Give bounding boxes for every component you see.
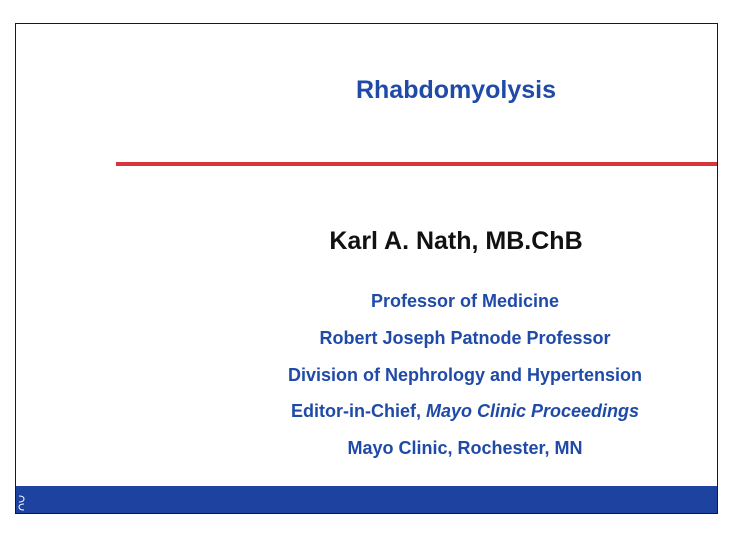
editor-journal: Mayo Clinic Proceedings — [425, 401, 640, 421]
slide-title: Rhabdomyolysis — [355, 76, 557, 104]
title-divider — [116, 162, 717, 166]
footer-bar — [16, 486, 717, 513]
affiliation-professorship: Robert Joseph Patnode Professor — [319, 328, 611, 348]
mayo-logo-icon — [17, 495, 27, 511]
affiliation-division: Division of Nephrology and Hypertension — [287, 365, 643, 385]
affiliation-title: Professor of Medicine — [370, 291, 560, 311]
editor-prefix: Editor-in-Chief, — [290, 401, 426, 421]
affiliation-institution: Mayo Clinic, Rochester, MN — [347, 438, 583, 458]
affiliation-editor — [216, 401, 714, 422]
author-name: Karl A. Nath, MB.ChB — [329, 227, 583, 255]
slide — [15, 23, 718, 514]
